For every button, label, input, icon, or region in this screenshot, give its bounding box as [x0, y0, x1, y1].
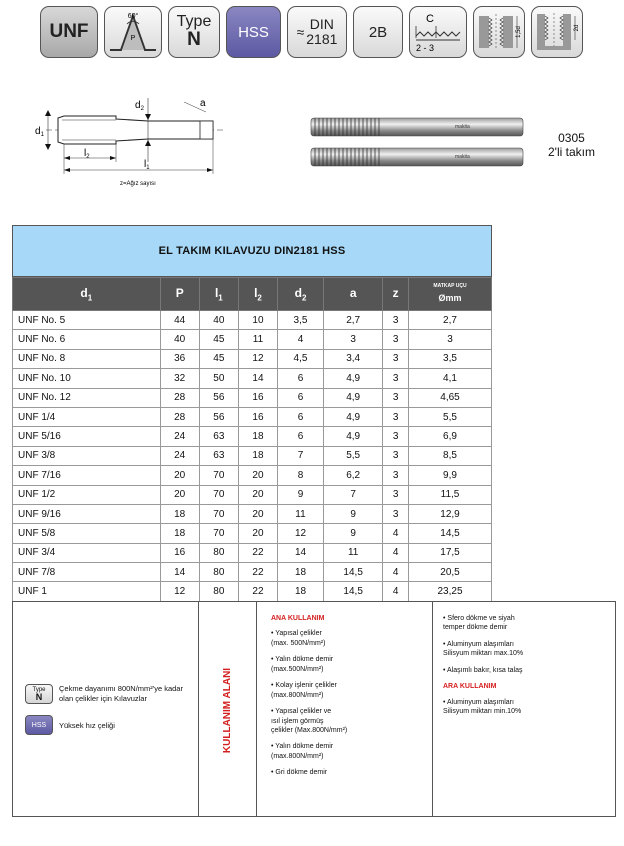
product-code: 0305	[558, 131, 585, 145]
usage-item: • Yapısal çelikler ve ısıl işlem görmüş çelikler (Max.800N/mm²)	[271, 708, 348, 734]
through-hole-icon	[476, 10, 522, 54]
tap-set-photo	[305, 110, 530, 175]
table-row	[13, 524, 492, 543]
table-cell: 4,9	[323, 427, 382, 446]
legend-hss	[25, 715, 115, 735]
legend-hss-badge: HSS	[25, 715, 53, 735]
hss-badge	[226, 6, 281, 58]
table-cell: UNF No. 12	[13, 388, 161, 407]
table-row	[13, 446, 492, 465]
usage-item: • Yalın dökme demir (max.500N/mm²)	[271, 656, 334, 673]
table-cell: UNF 3/4	[13, 543, 161, 562]
product-set-label: 2'li takım	[548, 145, 595, 160]
z-note: z=Ağız sayısı	[120, 181, 156, 187]
din-line2: 2181	[306, 31, 338, 47]
unf-badge	[40, 6, 98, 58]
table-cell: 12	[278, 524, 324, 543]
table-cell: 9,9	[409, 466, 492, 485]
table-cell: 80	[199, 563, 238, 582]
pitch-label: P	[130, 35, 136, 42]
tap-1-brand: makita	[455, 124, 470, 130]
table-cell: UNF 1/2	[13, 485, 161, 504]
chamfer-badge	[409, 6, 467, 58]
table-cell: 11,5	[409, 485, 492, 504]
table-row	[13, 543, 492, 562]
table-cell: 9	[278, 485, 324, 504]
table-row	[13, 485, 492, 504]
table-cell: 18	[160, 504, 199, 523]
table-cell: 28	[160, 407, 199, 426]
table-cell: 3	[383, 485, 409, 504]
table-cell: UNF No. 5	[13, 311, 161, 330]
tap-2-brand: makita	[455, 154, 470, 160]
main-usage-list	[271, 614, 431, 785]
usage-section	[12, 601, 616, 817]
table-cell: 4,9	[323, 388, 382, 407]
blind-hole-badge	[531, 6, 583, 58]
usage-item: • Gri dökme demir	[271, 769, 328, 777]
table-cell: 14	[160, 563, 199, 582]
type-badge	[168, 6, 220, 58]
table-cell: 3	[383, 407, 409, 426]
table-cell: 63	[199, 427, 238, 446]
table-cell: 32	[160, 369, 199, 388]
table-row	[13, 407, 492, 426]
table-row	[13, 349, 492, 368]
table-cell: 3	[383, 330, 409, 349]
table-cell: 11	[323, 543, 382, 562]
spec-table	[12, 277, 492, 602]
l1-label: $l_1$	[144, 159, 150, 171]
table-cell: 70	[199, 466, 238, 485]
table-cell: 50	[199, 369, 238, 388]
table-cell: 45	[199, 349, 238, 368]
blind-hole-icon	[534, 10, 580, 54]
table-cell: 2,7	[323, 311, 382, 330]
table-cell: 20	[238, 485, 277, 504]
l2-label: $l_2$	[84, 148, 90, 160]
table-cell: UNF 5/8	[13, 524, 161, 543]
table-cell: UNF 1/4	[13, 407, 161, 426]
legend-type	[25, 684, 187, 704]
table-cell: UNF 1	[13, 582, 161, 601]
table-cell: 6,2	[323, 466, 382, 485]
tap-2	[311, 148, 523, 166]
table-cell: 14	[278, 543, 324, 562]
usage-item: • Kolay işlenir çelikler (max.800N/mm²)	[271, 682, 337, 699]
table-cell: 2,7	[409, 311, 492, 330]
chamfer-icon	[412, 10, 464, 54]
table-cell: 40	[199, 311, 238, 330]
table-row	[13, 563, 492, 582]
table-cell: 16	[238, 388, 277, 407]
d2-label: $d_2$	[135, 100, 144, 112]
thread-profile-icon	[108, 10, 158, 54]
table-cell: 18	[278, 563, 324, 582]
table-cell: 11	[278, 504, 324, 523]
table-cell: 63	[199, 446, 238, 465]
header-cell: $d_1$	[13, 278, 161, 311]
table-cell: 3	[409, 330, 492, 349]
table-cell: 3,5	[278, 311, 324, 330]
table-cell: 5,5	[409, 407, 492, 426]
tap-1	[311, 118, 523, 136]
hss-label: HSS	[238, 23, 269, 41]
table-cell: UNF 3/8	[13, 446, 161, 465]
tap-technical-drawing	[28, 90, 238, 190]
table-header-row	[13, 278, 492, 311]
table-cell: 4,9	[323, 407, 382, 426]
table-cell: 24	[160, 427, 199, 446]
header-cell: z	[383, 278, 409, 311]
header-cell: P	[160, 278, 199, 311]
table-cell: 22	[238, 543, 277, 562]
usage-item: • Yalın dökme demir (max.800N/mm²)	[271, 743, 334, 760]
table-cell: 3,4	[323, 349, 382, 368]
table-cell: 12,9	[409, 504, 492, 523]
chamfer-range-label: 2 - 3	[416, 43, 435, 53]
legend-type-text: Çekme dayanımı 800N/mm²'ye kadar olan çelikler için Kılavuzlar	[59, 684, 183, 704]
table-cell: 8	[278, 466, 324, 485]
chamfer-c-label: C	[426, 13, 434, 25]
usage-item: • Yapısal çelikler (max. 500N/mm²)	[271, 630, 326, 647]
table-cell: 14,5	[323, 582, 382, 601]
table-cell: 4,5	[278, 349, 324, 368]
table-cell: 12	[160, 582, 199, 601]
table-cell: 20	[160, 485, 199, 504]
table-cell: 4,1	[409, 369, 492, 388]
hole1-depth-label: 1,5d	[516, 26, 522, 38]
table-cell: 36	[160, 349, 199, 368]
table-cell: 20	[238, 504, 277, 523]
usage-item: • Alaşımlı bakır, kısa talaş	[443, 666, 523, 674]
table-cell: 4	[383, 543, 409, 562]
table-cell: 14	[238, 369, 277, 388]
table-cell: 3	[383, 427, 409, 446]
table-cell: 3	[383, 388, 409, 407]
table-row	[13, 330, 492, 349]
table-cell: 70	[199, 524, 238, 543]
table-cell: 3	[383, 311, 409, 330]
table-cell: 3	[323, 330, 382, 349]
table-cell: 3	[383, 446, 409, 465]
tolerance-badge	[353, 6, 403, 58]
table-cell: 3	[383, 504, 409, 523]
table-cell: 11	[238, 330, 277, 349]
table-cell: 20	[160, 466, 199, 485]
table-cell: 18	[278, 582, 324, 601]
table-cell: 3	[383, 466, 409, 485]
table-cell: 4	[383, 524, 409, 543]
table-cell: 4	[383, 582, 409, 601]
table-cell: UNF 5/16	[13, 427, 161, 446]
table-cell: 6,9	[409, 427, 492, 446]
table-cell: 45	[199, 330, 238, 349]
table-cell: UNF 7/16	[13, 466, 161, 485]
table-cell: 9	[323, 504, 382, 523]
table-cell: 22	[238, 563, 277, 582]
table-cell: 9	[323, 524, 382, 543]
table-cell: 16	[238, 407, 277, 426]
table-row	[13, 582, 492, 601]
usage-vertical-label: KULLANIM ALANI	[222, 667, 234, 753]
table-row	[13, 427, 492, 446]
table-cell: 7	[278, 446, 324, 465]
table-cell: 18	[238, 446, 277, 465]
table-cell: 80	[199, 582, 238, 601]
table-cell: UNF No. 10	[13, 369, 161, 388]
table-cell: UNF 7/8	[13, 563, 161, 582]
din-line1: DIN	[309, 16, 334, 33]
table-cell: 14,5	[323, 563, 382, 582]
table-cell: 24	[160, 446, 199, 465]
other-usage-list	[443, 614, 613, 724]
table-cell: 6	[278, 369, 324, 388]
table-cell: 6	[278, 388, 324, 407]
legend-hss-text: Yüksek hız çeliği	[59, 720, 115, 730]
thread-angle-badge	[104, 6, 162, 58]
table-cell: 56	[199, 388, 238, 407]
through-hole-badge	[473, 6, 525, 58]
table-title: EL TAKIM KILAVUZU DIN2181 HSS	[12, 225, 492, 277]
legend-type-badge: Type N	[25, 684, 53, 704]
main-usage-title: ANA KULLANIM	[271, 615, 325, 622]
table-cell: 20,5	[409, 563, 492, 582]
product-code-block	[548, 131, 595, 160]
table-cell: UNF No. 8	[13, 349, 161, 368]
table-cell: 22	[238, 582, 277, 601]
table-cell: 6	[278, 407, 324, 426]
table-cell: 20	[238, 524, 277, 543]
header-cell: $d_2$	[278, 278, 324, 311]
table-cell: 17,5	[409, 543, 492, 562]
table-row	[13, 466, 492, 485]
table-cell: 80	[199, 543, 238, 562]
table-row	[13, 504, 492, 523]
table-cell: 40	[160, 330, 199, 349]
header-cell: a	[323, 278, 382, 311]
header-cell: $l_2$	[238, 278, 277, 311]
type-value: N	[187, 29, 201, 51]
table-cell: 5,5	[323, 446, 382, 465]
table-cell: 70	[199, 485, 238, 504]
table-cell: 3	[383, 349, 409, 368]
header-cell: MATKAP UÇU Ømm	[409, 278, 492, 311]
type-label: Type	[176, 12, 212, 30]
table-row	[13, 388, 492, 407]
unf-label: UNF	[49, 21, 89, 42]
table-cell: 23,25	[409, 582, 492, 601]
table-cell: UNF No. 6	[13, 330, 161, 349]
table-cell: 16	[160, 543, 199, 562]
din-badge	[287, 6, 347, 58]
angle-label: 60°	[127, 13, 139, 20]
table-cell: 4,65	[409, 388, 492, 407]
table-cell: 28	[160, 388, 199, 407]
table-cell: 18	[238, 427, 277, 446]
table-cell: 7	[323, 485, 382, 504]
table-cell: 4	[278, 330, 324, 349]
table-cell: 3,5	[409, 349, 492, 368]
table-cell: 18	[160, 524, 199, 543]
table-cell: 14,5	[409, 524, 492, 543]
table-cell: 20	[238, 466, 277, 485]
table-cell: 6	[278, 427, 324, 446]
table-row	[13, 311, 492, 330]
table-cell: 4,9	[323, 369, 382, 388]
table-cell: 44	[160, 311, 199, 330]
header-cell: $l_1$	[199, 278, 238, 311]
table-cell: 3	[383, 369, 409, 388]
table-cell: UNF 9/16	[13, 504, 161, 523]
legend-column	[13, 602, 199, 816]
table-cell: 8,5	[409, 446, 492, 465]
table-cell: 12	[238, 349, 277, 368]
a-label: a	[200, 98, 206, 109]
table-cell: 70	[199, 504, 238, 523]
d1-label: $d_1$	[35, 126, 44, 138]
usage-item: • Aluminyum alaşımları Silisyum miktarı min.10%	[443, 698, 522, 716]
table-cell: 4	[383, 563, 409, 582]
secondary-usage-title: ARA KULLANIM	[443, 683, 497, 691]
usage-item: • Aluminyum alaşımları Silisyum miktarı max.10%	[443, 640, 524, 658]
hole2-depth-label: 2d	[574, 24, 580, 32]
tolerance-label: 2B	[368, 23, 388, 41]
usage-item: • Sfero dökme ve siyah temper dökme demir	[443, 615, 515, 632]
table-cell: 56	[199, 407, 238, 426]
approx-sign: ≈	[296, 23, 305, 40]
table-cell: 10	[238, 311, 277, 330]
table-row	[13, 369, 492, 388]
